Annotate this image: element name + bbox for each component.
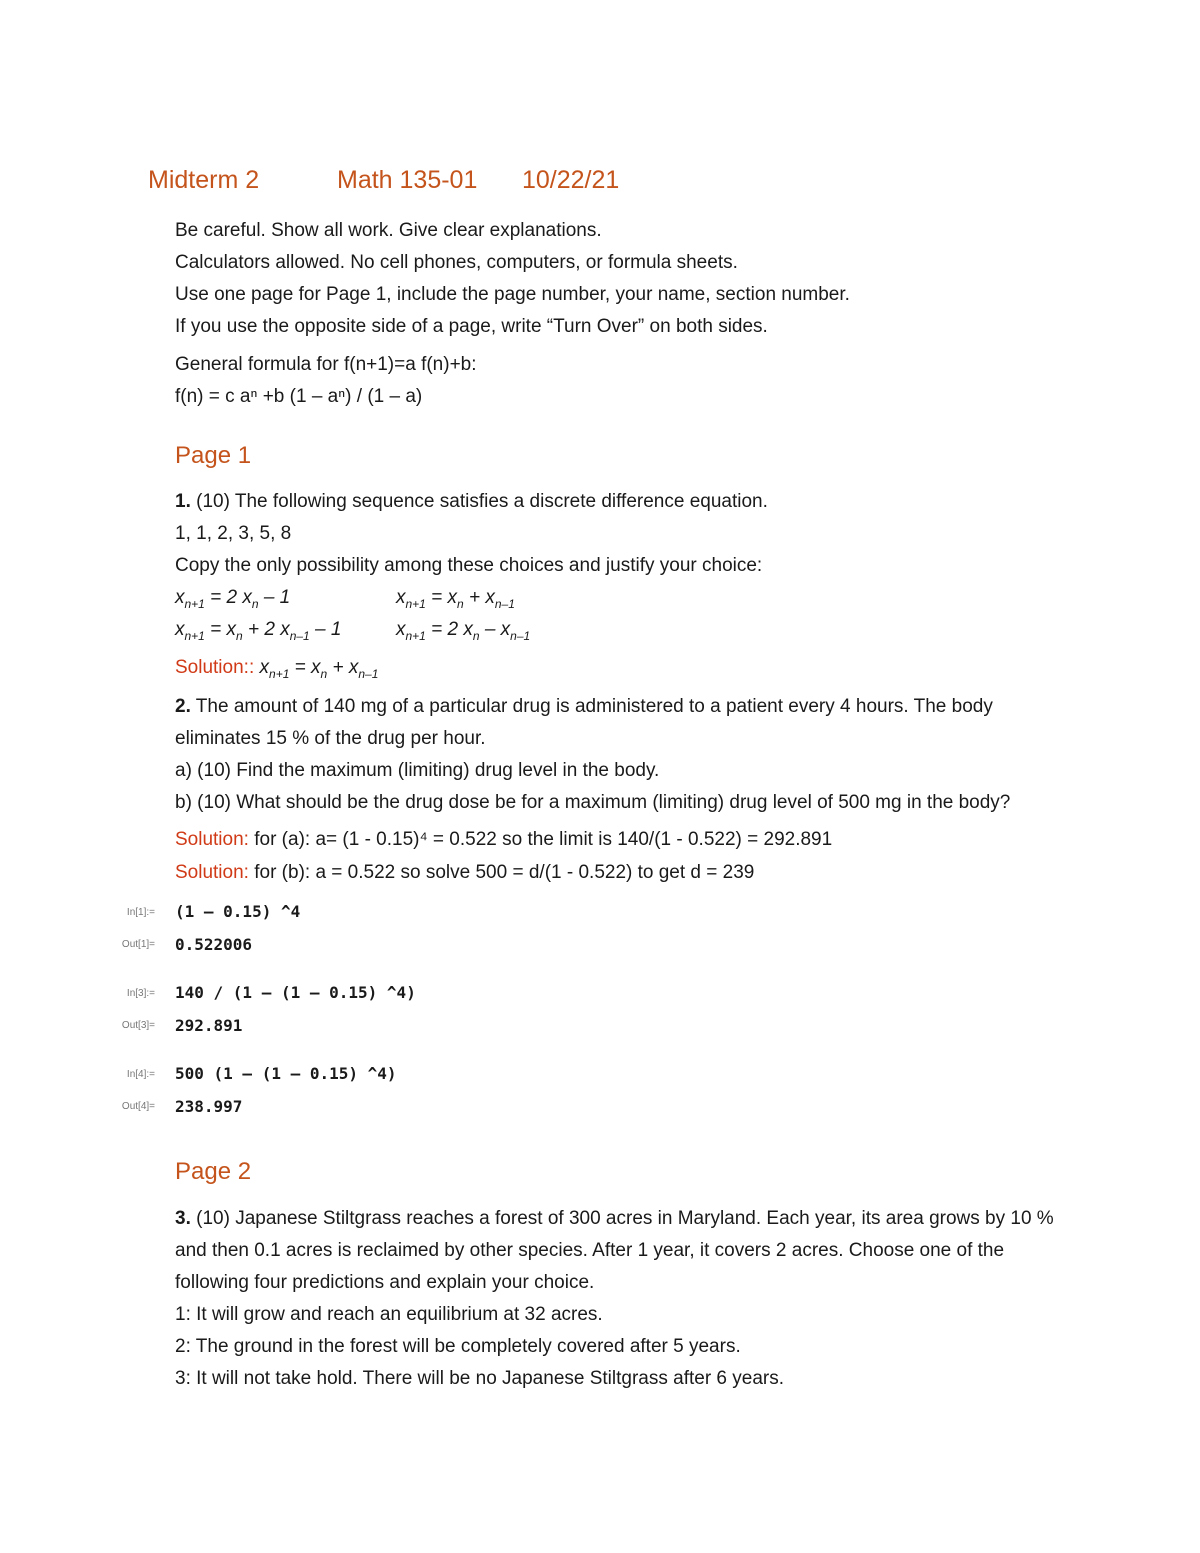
q3-text-line1: [175, 1208, 1054, 1230]
cell-out-label: Out[1]=: [121, 939, 155, 950]
page1-heading: Page 1: [175, 442, 252, 469]
q2-solution-a: [175, 829, 832, 851]
q1-solution-value: $x_{n+1} = x_n + x_{n-1}$: [259, 657, 379, 681]
q3-statement: (10) Japanese Stiltgrass reaches a forest of 300 acres in Maryland. Each year, its area grows by 10 %: [196, 1208, 1054, 1229]
cell-output: 0.522006: [175, 935, 253, 954]
cell-out-label: Out[4]=: [121, 1101, 155, 1112]
instruction-2: Calculators allowed. No cell phones, computers, or formula sheets.: [175, 252, 738, 273]
q3-text-line2: and then 0.1 acres is reclaimed by other species. After 1 year, it covers 2 acres. Choose one of the: [175, 1240, 1005, 1261]
q2-solution-b: [175, 862, 754, 884]
q1-choice-3: $x_{n+1} = x_n + 2$ $x_{n-1} - 1$: [175, 619, 342, 643]
q1-number: 1.: [175, 491, 191, 512]
q1-solution-label: Solution::: [175, 657, 255, 678]
q2-solution-a-label: Solution:: [175, 829, 249, 850]
instruction-4: If you use the opposite side of a page, write “Turn Over” on both sides.: [175, 316, 768, 337]
cell-in-label: In[1]:=: [126, 907, 155, 918]
q1-choice-1: $x_{n+1} = 2$ $x_n - 1$: [175, 587, 291, 611]
q1-choice-4: $x_{n+1} = 2$ $x_n - x_{n-1}$: [396, 619, 531, 643]
cell-input: 140 / (1 – (1 – 0.15) ^4): [175, 983, 416, 1002]
instruction-3: Use one page for Page 1, include the page number, your name, section number.: [175, 284, 850, 305]
cell-input: 500 (1 – (1 – 0.15) ^4): [175, 1064, 397, 1083]
q2-text-line2: eliminates 15 % of the drug per hour.: [175, 728, 486, 749]
cell-out-label: Out[3]=: [121, 1020, 155, 1031]
q2-solution-b-label: Solution:: [175, 862, 249, 883]
q1-prompt: Copy the only possibility among these choices and justify your choice:: [175, 555, 763, 576]
q1-solution: [175, 657, 378, 681]
formula-expression: f(n) = c aⁿ +b (1 – aⁿ) / (1 – a): [175, 386, 423, 407]
q2-solution-b-text: for (b): a = 0.522 so solve 500 = d/(1 - 0.522) to get d = 239: [254, 862, 755, 883]
q1-sequence: 1, 1, 2, 3, 5, 8: [175, 523, 292, 544]
q2-solution-a-text: for (a): a= (1 - 0.15)⁴ = 0.522 so the limit is 140/(1 - 0.522) = 292.891: [254, 829, 833, 850]
q3-option-3: 3: It will not take hold. There will be no Japanese Stiltgrass after 6 years.: [175, 1368, 785, 1389]
q1-choice-2: $x_{n+1} = x_n + x_{n-1}$: [396, 587, 515, 611]
cell-in-label: In[3]:=: [126, 988, 155, 999]
q2-text-line1: [175, 696, 993, 718]
q1-statement: (10) The following sequence satisfies a discrete difference equation.: [196, 491, 768, 512]
cell-output: 238.997: [175, 1097, 243, 1116]
cell-output: 292.891: [175, 1016, 243, 1035]
q2-statement: The amount of 140 mg of a particular drug is administered to a patient every 4 hours. The body: [195, 696, 993, 717]
q3-text-line3: following four predictions and explain your choice.: [175, 1272, 595, 1293]
q1-text: [175, 491, 768, 513]
q3-option-2: 2: The ground in the forest will be completely covered after 5 years.: [175, 1336, 741, 1357]
cell-in-label: In[4]:=: [126, 1069, 155, 1080]
cell-input: (1 – 0.15) ^4: [175, 902, 301, 921]
course-code: Math 135-01: [337, 166, 478, 194]
q2-part-a: a) (10) Find the maximum (limiting) drug level in the body.: [175, 760, 660, 781]
exam-title: Midterm 2: [148, 166, 260, 194]
q3-option-1: 1: It will grow and reach an equilibrium at 32 acres.: [175, 1304, 603, 1325]
q2-part-b: b) (10) What should be the drug dose be for a maximum (limiting) drug level of 500 mg in the body?: [175, 792, 1011, 813]
q3-number: 3.: [175, 1208, 191, 1229]
instruction-1: Be careful. Show all work. Give clear explanations.: [175, 220, 602, 241]
page2-heading: Page 2: [175, 1158, 252, 1185]
q2-number: 2.: [175, 696, 191, 717]
exam-date: 10/22/21: [522, 166, 620, 194]
formula-intro: General formula for f(n+1)=a f(n)+b:: [175, 354, 477, 375]
